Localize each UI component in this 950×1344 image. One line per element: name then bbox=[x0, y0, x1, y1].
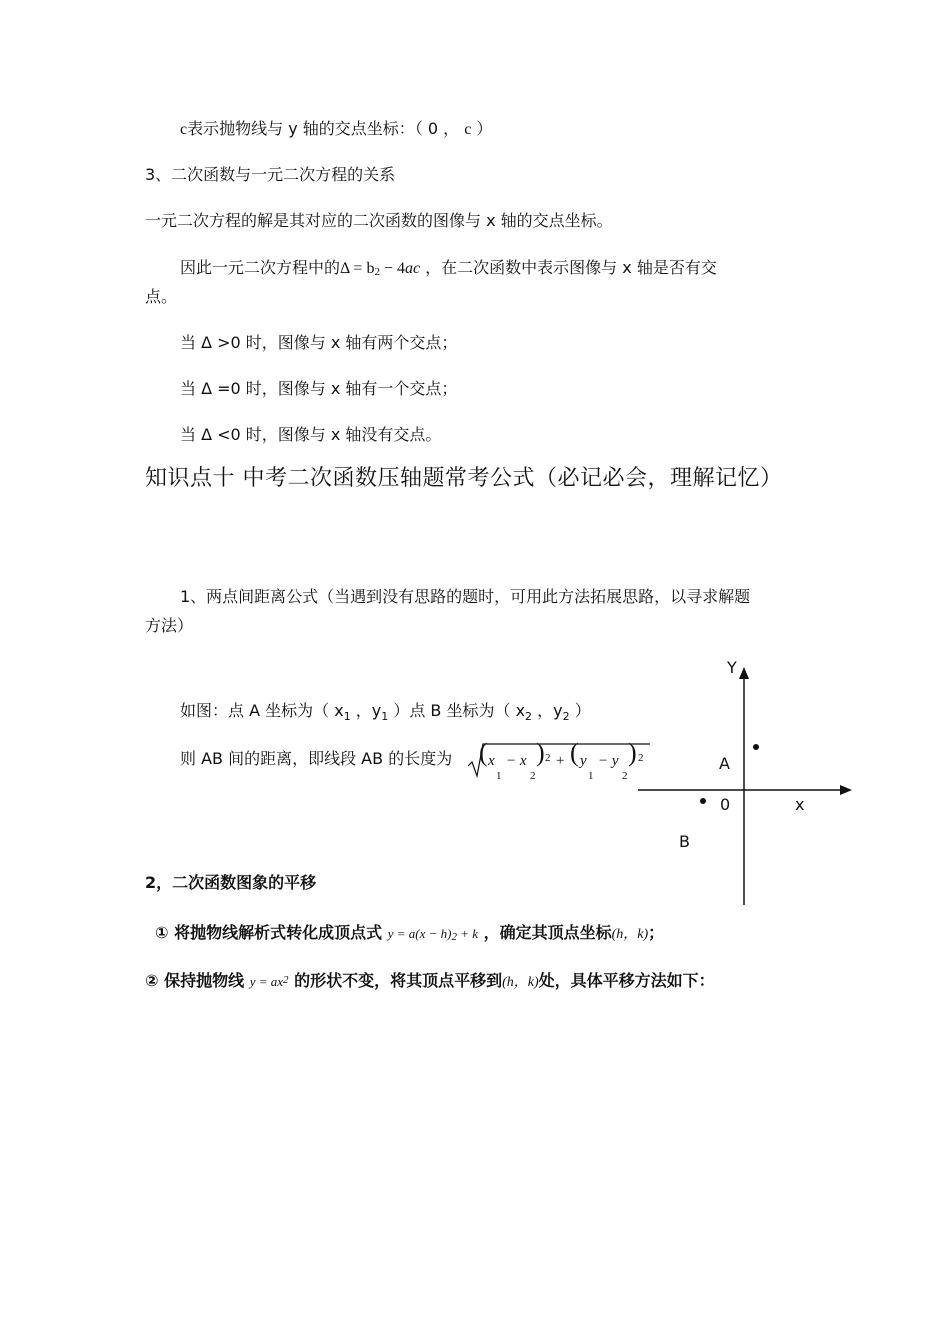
c-symbol-2: c bbox=[464, 121, 472, 138]
delta-rest: − 4 bbox=[379, 260, 405, 277]
step2-prefix: ② 保持抛物线 bbox=[145, 971, 245, 990]
ab-distance-text: 则 AB 间的距离，即线段 AB 的长度为 bbox=[180, 749, 453, 768]
case-no-root: 当 Δ <0 时，图像与 x 轴没有交点。 bbox=[180, 425, 442, 444]
vertex-coord-2: (h，k) bbox=[502, 975, 539, 990]
distance-formula bbox=[466, 738, 656, 784]
vertex-coord-1: (h，k) bbox=[611, 927, 649, 942]
sub-y1: 1 bbox=[381, 710, 389, 723]
delta-prefix: 因此一元二次方程中的 bbox=[180, 258, 341, 277]
f-minus-x: − x bbox=[506, 753, 527, 769]
step1-mid: ，确定其顶点坐标 bbox=[483, 923, 612, 942]
sub-x1: 1 bbox=[343, 710, 351, 723]
point-a-label: A bbox=[719, 754, 730, 773]
standard-form-exp: 2 bbox=[283, 974, 289, 986]
section-3-title: 3、二次函数与一元二次方程的关系 bbox=[145, 165, 396, 184]
point-b-dot bbox=[700, 798, 706, 804]
step1-end: ； bbox=[648, 923, 665, 942]
delta-ac: ac bbox=[404, 260, 421, 277]
points-end: ） bbox=[569, 701, 591, 720]
paren-open-1: ( bbox=[479, 738, 488, 767]
points-line bbox=[180, 700, 591, 728]
y-axis-label: Y bbox=[727, 658, 737, 677]
delta-formula bbox=[340, 260, 420, 277]
vertex-form-exp: 2 bbox=[451, 931, 457, 943]
f-y-sub1: 1 bbox=[588, 770, 594, 782]
heading-knowledge-10: 知识点十 中考二次函数压轴题常考公式（必记必会，理解记忆） bbox=[145, 466, 783, 491]
points-prefix: 如图：点 A 坐标为（ x bbox=[180, 701, 344, 720]
sub-x2: 2 bbox=[525, 710, 533, 723]
case-two-roots: 当 Δ >0 时，图像与 x 轴有两个交点； bbox=[180, 333, 458, 352]
points-mid2: ）点 B 坐标为（ x bbox=[388, 701, 526, 720]
origin-label: 0 bbox=[720, 795, 731, 814]
f-x: x bbox=[488, 753, 495, 769]
distance-title-line2: 方法） bbox=[145, 616, 194, 635]
standard-form-main: y = ax bbox=[249, 974, 284, 989]
points-mid3: ，y bbox=[532, 701, 563, 720]
f-y: y bbox=[580, 753, 587, 769]
delta-exp: 2 bbox=[374, 266, 380, 278]
section-2-title: 2，二次函数图象的平移 bbox=[145, 873, 317, 892]
f-y-sub2: 2 bbox=[622, 770, 628, 782]
case-one-root: 当 Δ =0 时，图像与 x 轴有一个交点； bbox=[180, 379, 458, 398]
axes bbox=[630, 655, 860, 910]
paren-close-2: ) bbox=[628, 738, 637, 767]
paren-open-2: ( bbox=[570, 738, 579, 767]
sub-y2: 2 bbox=[562, 710, 570, 723]
point-b-label: B bbox=[679, 832, 690, 851]
relation-text: 一元二次方程的解是其对应的二次函数的图像与 x 轴的交点坐标。 bbox=[145, 211, 613, 230]
x-axis-label: x bbox=[795, 795, 805, 814]
translation-step-2 bbox=[145, 969, 715, 994]
y-axis-arrow bbox=[739, 667, 749, 679]
c-symbol: c bbox=[180, 121, 188, 138]
f-minus-y: − y bbox=[598, 753, 619, 769]
vertex-form-formula bbox=[388, 926, 478, 941]
paren-close-1: ) bbox=[536, 738, 545, 767]
point-a-dot bbox=[753, 744, 759, 750]
f-x-sub2: 2 bbox=[530, 770, 536, 782]
c-close: ） bbox=[471, 119, 493, 138]
delta-suffix: ，在二次函数中表示图像与 x 轴是否有交 bbox=[420, 258, 717, 277]
delta-line bbox=[180, 257, 717, 283]
step1-prefix: ① 将抛物线解析式转化成顶点式 bbox=[155, 923, 383, 942]
c-intercept-line bbox=[180, 118, 492, 141]
step2-mid: 的形状不变，将其顶点平移到 bbox=[294, 971, 503, 990]
distance-title-line1: 1、两点间距离公式（当遇到没有思路的题时，可用此方法拓展思路，以寻求解题 bbox=[180, 587, 751, 606]
x-axis-arrow bbox=[840, 785, 852, 795]
c-intercept-text: 表示抛物线与 y 轴的交点坐标：（ 0 ， bbox=[187, 119, 465, 138]
vertex-form-tail: + k bbox=[456, 926, 478, 941]
step2-end: 处，具体平移方法如下： bbox=[538, 971, 715, 990]
delta-b: b bbox=[366, 260, 375, 277]
ab-distance-line bbox=[180, 748, 452, 770]
points-mid1: ，y bbox=[350, 701, 382, 720]
f-x-sub1: 1 bbox=[496, 770, 502, 782]
f-plus: + bbox=[556, 753, 565, 769]
delta-symbol: Δ = bbox=[340, 260, 367, 277]
f-square-1: 2 bbox=[545, 752, 551, 764]
coordinate-graph bbox=[630, 655, 860, 910]
delta-wrap: 点。 bbox=[145, 287, 178, 306]
vertex-form-main: y = a(x − h) bbox=[387, 926, 452, 941]
f-square-2: 2 bbox=[638, 752, 644, 764]
translation-step-1 bbox=[155, 922, 664, 948]
standard-form-formula bbox=[250, 974, 289, 989]
